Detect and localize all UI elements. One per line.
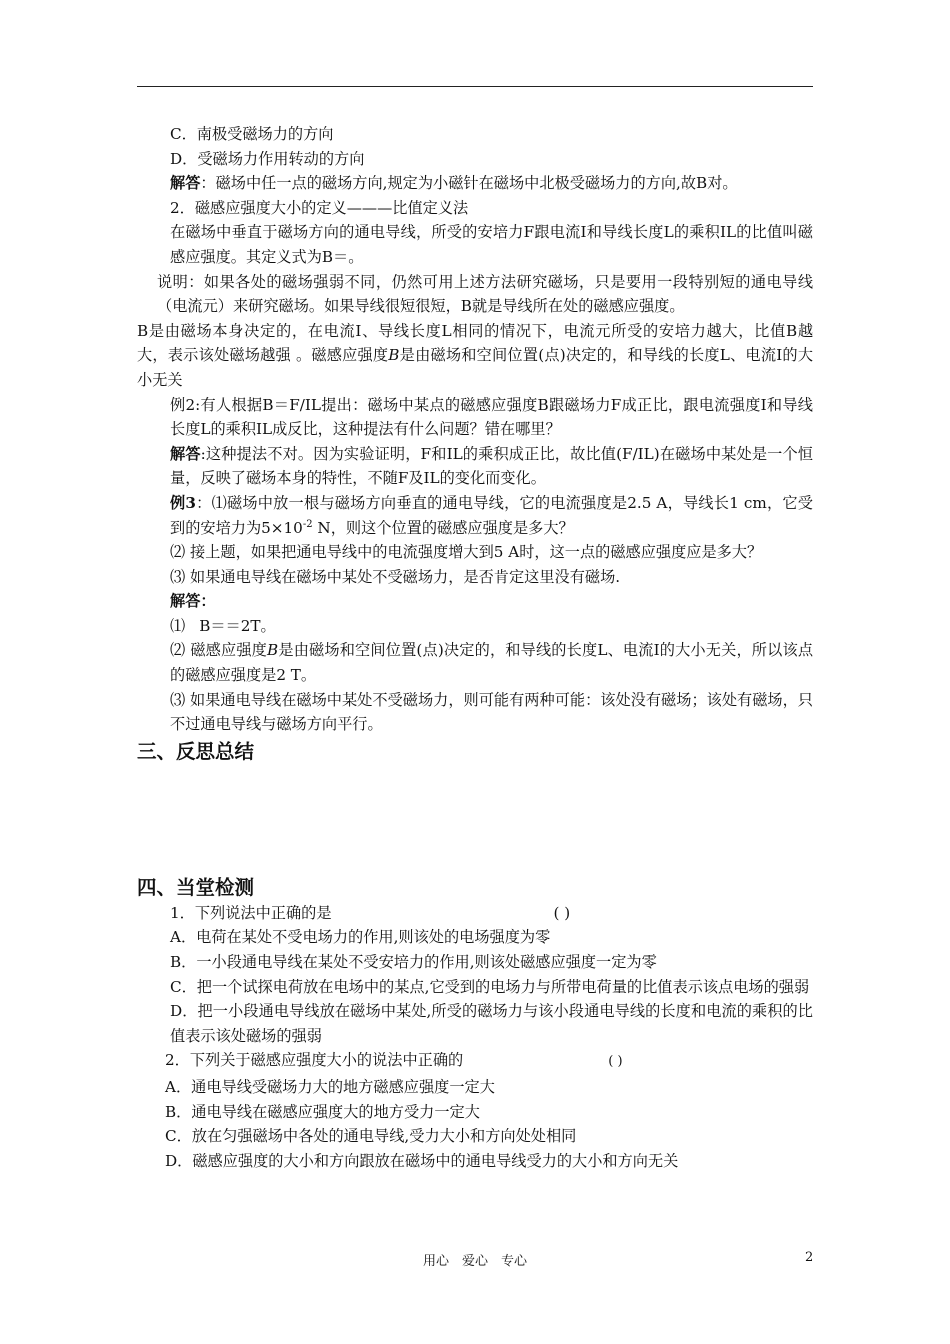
example-2-answer-label: 解答 [170, 444, 201, 463]
example-2-text: :有人根据B＝F/IL提出：磁场中某点的磁感应强度B跟磁场力F成正比，跟电流强度I和导线长度L的乘积IL成反比，这种提法有什么问题？错在哪里？ [170, 395, 813, 439]
example-3-label: 例3 [170, 493, 196, 512]
example-2-answer [137, 442, 813, 491]
example-2 [137, 393, 813, 442]
question-2-option-b: B．通电导线在磁感应强度大的地方受力一定大 [165, 1102, 480, 1121]
question-1-paren: ( ) [553, 903, 571, 922]
option-d: D．受磁场力作用转动的方向 [170, 149, 365, 168]
note2-part2: 是由磁场和空间位置(点)决定的，和导线的长度L、电流I的大小无关 [137, 346, 814, 389]
header-rule [137, 86, 813, 87]
question-2-option-c: C．放在匀强磁场中各处的通电导线,受力大小和方向处处相同 [165, 1127, 577, 1146]
example-3-superscript: -2 [302, 518, 313, 530]
example-3-q3: ⑶ 如果通电导线在磁场中某处不受磁场力，是否肯定这里没有磁场. [170, 567, 621, 586]
example-3-answer-2-part1: ⑵ 磁感应强度 [170, 641, 268, 660]
example-3-answer-1-num: ⑴ [170, 616, 186, 635]
footer-motto: 用心 爱心 专心 [422, 1254, 527, 1269]
question-1-option-c: C．把一个试探电荷放在电场中的某点,它受到的电场力与所带电荷量的比值表示该点电场的强弱 [170, 977, 810, 996]
question-2-text: 2．下列关于磁感应强度大小的说法中正确的 [165, 1051, 464, 1070]
example-3-answer-1-text: B＝＝2T。 [199, 616, 276, 635]
reflection-blank-area [137, 765, 813, 875]
question-1-option-d: D．把一小段通电导线放在磁场中某处,所受的磁场力与该小段通电导线的长度和电流的乘积的比值表示该处磁场的强弱 [170, 1002, 813, 1045]
section-3-heading: 三、反思总结 [137, 739, 255, 763]
question-1 [137, 901, 813, 926]
note2-part1: B是由磁场本身决定的，在电流I、导线长度L相同的情况下，电流元所受的安培力越大，比值B越大，表示该处磁场越强 。磁感应强度 [137, 321, 814, 365]
example-2-answer-text: :这种提法不对。因为实验证明，F和IL的乘积成正比，故比值(F/IL)在磁场中某处是一个恒量，反映了磁场本身的特性，不随F及IL的变化而变化。 [170, 444, 813, 488]
example-3-text1: ：⑴磁场中放一根与磁场方向垂直的通电导线，它的电流强度是2.5 A，导线长1 cm，它受到的安培力为5×10 [170, 493, 813, 537]
example-3-answer-2 [137, 638, 813, 687]
example-3 [137, 491, 813, 540]
note-paragraph: 说明：如果各处的磁场强弱不同，仍然可用上述方法研究磁场，只是要用一段特别短的通电导线（电流元）来研究磁场。如果导线很短很短，B就是导线所在处的磁感应强度。 [157, 272, 813, 316]
note2-paragraph [137, 319, 813, 393]
question-2 [137, 1048, 813, 1075]
question-2-option-a: A．通电导线受磁场力大的地方磁感应强度一定大 [165, 1078, 495, 1096]
definition-text: 在磁场中垂直于磁场方向的通电导线，所受的安培力F跟电流I和导线长度L的乘积IL的比值叫磁感应强度。其定义式为B＝。 [170, 223, 813, 266]
answer-text: ：磁场中任一点的磁场方向,规定为小磁针在磁场中北极受磁场力的方向,故B对。 [200, 174, 738, 193]
option-c: C．南极受磁场力的方向 [170, 125, 334, 143]
example-3-text2: N，则这个位置的磁感应强度是多大？ [312, 518, 574, 537]
example-3-answer-1 [137, 614, 813, 639]
question-1-option-b: B．一小段通电导线在某处不受安培力的作用,则该处磁感应强度一定为零 [170, 953, 657, 972]
definition-title: 2．磁感应强度大小的定义———比值定义法 [170, 198, 469, 217]
question-2-paren: ( ) [608, 1054, 623, 1070]
question-2-option-d: D．磁感应强度的大小和方向跟放在磁场中的通电导线受力的大小和方向无关 [165, 1151, 679, 1170]
question-1-text: 1．下列说法中正确的是 [170, 903, 332, 922]
answer-1 [137, 171, 813, 196]
example-3-answer-2-b: B [267, 641, 279, 660]
example-3-answer-3: ⑶ 如果通电导线在磁场中某处不受磁场力，则可能有两种可能：该处没有磁场；该处有磁场，只不过通电导线与磁场方向平行。 [170, 690, 813, 734]
answer-label: 解答 [170, 174, 201, 193]
section-4-heading: 四、当堂检测 [137, 875, 255, 899]
note2-b: B [388, 346, 400, 365]
example-3-q2: ⑵ 接上题，如果把通电导线中的电流强度增大到5 A时，这一点的磁感应强度应是多大？ [170, 543, 763, 562]
example-3-answer-label: 解答： [170, 592, 216, 611]
example-3-answer-2-part2: 是由磁场和空间位置(点)决定的，和导线的长度L、电流I的大小无关，所以该点的磁感应强度是2 T。 [170, 641, 814, 685]
example-2-label: 例2 [170, 395, 196, 414]
page-number: 2 [805, 1250, 814, 1265]
question-1-option-a: A．电荷在某处不受电场力的作用,则该处的电场强度为零 [170, 928, 551, 947]
page-content [137, 122, 813, 1173]
